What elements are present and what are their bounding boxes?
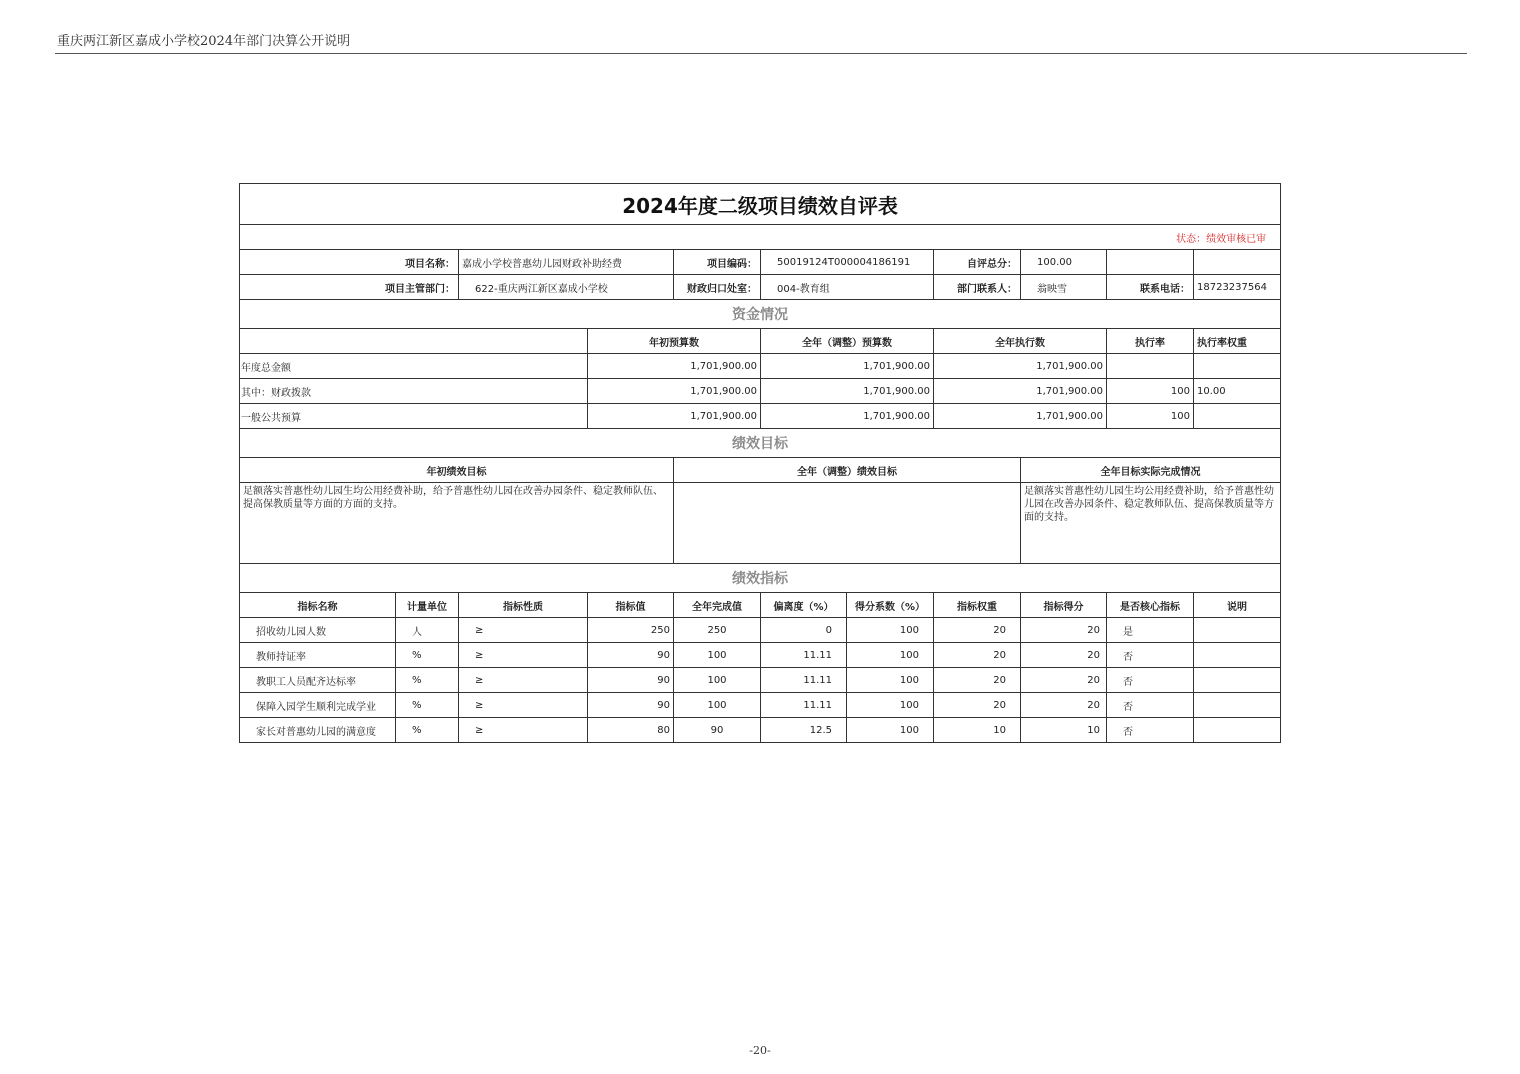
initial-goal-text: 足额落实普惠性幼儿园生均公用经费补助，给予普惠性幼儿园在改善办园条件、稳定教师队伍、提高保教质量等方面的方面的支持。 — [240, 483, 674, 564]
indicator-core: 否 — [1107, 643, 1194, 668]
finance-office-value: 004-教育组 — [761, 275, 934, 300]
funds-header: 执行率权重 — [1194, 329, 1281, 354]
indicator-note — [1194, 693, 1281, 718]
actual-goal-text: 足额落实普惠性幼儿园生均公用经费补助，给予普惠性幼儿园在改善办园条件、稳定教师队伍、提高保教质量等方面的支持。 — [1021, 483, 1281, 564]
indicator-name: 保障入园学生顺利完成学业 — [240, 693, 396, 718]
indicator-coef: 100 — [847, 718, 934, 743]
indicator-note — [1194, 668, 1281, 693]
indicator-target: 80 — [588, 718, 674, 743]
funds-header: 年初预算数 — [588, 329, 761, 354]
funds-row — [240, 354, 1281, 379]
dept-label: 项目主管部门： — [240, 275, 459, 300]
indicator-name: 家长对普惠幼儿园的满意度 — [240, 718, 396, 743]
project-name-label: 项目名称： — [240, 250, 459, 275]
page-number: -20- — [749, 1044, 771, 1057]
indicator-note — [1194, 618, 1281, 643]
indicator-nature: ≥ — [459, 618, 588, 643]
indicators-header-row — [240, 593, 1281, 618]
funds-executed: 1,701,900.00 — [934, 354, 1107, 379]
goals-content-row — [240, 483, 1281, 564]
indicator-nature: ≥ — [459, 643, 588, 668]
funds-executed: 1,701,900.00 — [934, 404, 1107, 429]
funds-row-name: 一般公共预算 — [240, 404, 588, 429]
indicator-row — [240, 718, 1281, 743]
indicator-core: 否 — [1107, 668, 1194, 693]
phone-label: 联系电话： — [1107, 275, 1194, 300]
indicator-nature: ≥ — [459, 668, 588, 693]
indicator-target: 90 — [588, 643, 674, 668]
indicator-coef: 100 — [847, 618, 934, 643]
contact-label: 部门联系人： — [934, 275, 1021, 300]
indicator-deviation: 11.11 — [761, 693, 847, 718]
indicator-score: 20 — [1021, 643, 1107, 668]
indicator-unit: % — [396, 718, 459, 743]
indicator-weight: 20 — [934, 618, 1021, 643]
funds-header: 全年（调整）预算数 — [761, 329, 934, 354]
indicator-core: 否 — [1107, 718, 1194, 743]
funds-initial: 1,701,900.00 — [588, 379, 761, 404]
indicator-header: 说明 — [1194, 593, 1281, 618]
indicator-name: 教师持证率 — [240, 643, 396, 668]
empty-cell — [1107, 250, 1194, 275]
document-header: 重庆两江新区嘉成小学校2024年部门决算公开说明 — [57, 34, 351, 49]
indicator-header: 得分系数（%） — [847, 593, 934, 618]
indicator-actual: 100 — [674, 693, 761, 718]
project-name-value: 嘉成小学校普惠幼儿园财政补助经费 — [459, 250, 674, 275]
indicator-nature: ≥ — [459, 693, 588, 718]
self-score-value: 100.00 — [1021, 250, 1107, 275]
funds-executed: 1,701,900.00 — [934, 379, 1107, 404]
indicator-nature: ≥ — [459, 718, 588, 743]
self-score-label: 自评总分： — [934, 250, 1021, 275]
indicator-name: 教职工人员配齐达标率 — [240, 668, 396, 693]
indicator-coef: 100 — [847, 693, 934, 718]
indicator-target: 90 — [588, 668, 674, 693]
funds-initial: 1,701,900.00 — [588, 354, 761, 379]
funds-adjusted: 1,701,900.00 — [761, 379, 934, 404]
goals-header: 年初绩效目标 — [240, 458, 674, 483]
indicator-deviation: 11.11 — [761, 643, 847, 668]
indicator-score: 10 — [1021, 718, 1107, 743]
finance-office-label: 财政归口处室： — [674, 275, 761, 300]
performance-evaluation-table — [239, 183, 1281, 743]
indicator-deviation: 11.11 — [761, 668, 847, 693]
indicator-header: 计量单位 — [396, 593, 459, 618]
indicator-header: 全年完成值 — [674, 593, 761, 618]
funds-header: 执行率 — [1107, 329, 1194, 354]
indicator-weight: 20 — [934, 668, 1021, 693]
indicator-actual: 100 — [674, 643, 761, 668]
funds-row — [240, 379, 1281, 404]
indicator-score: 20 — [1021, 693, 1107, 718]
funds-weight — [1194, 354, 1281, 379]
indicator-header: 指标值 — [588, 593, 674, 618]
sheet-title: 2024年度二级项目绩效自评表 — [240, 184, 1281, 225]
indicator-actual: 250 — [674, 618, 761, 643]
indicator-row — [240, 643, 1281, 668]
indicator-header: 指标性质 — [459, 593, 588, 618]
indicator-coef: 100 — [847, 643, 934, 668]
indicator-unit: % — [396, 643, 459, 668]
empty-cell — [240, 329, 588, 354]
contact-value: 翁映雪 — [1021, 275, 1107, 300]
funds-weight — [1194, 404, 1281, 429]
funds-rate: 100 — [1107, 404, 1194, 429]
funds-rate: 100 — [1107, 379, 1194, 404]
indicator-unit: % — [396, 693, 459, 718]
indicators-section-title: 绩效指标 — [240, 564, 1281, 593]
indicator-core: 否 — [1107, 693, 1194, 718]
indicator-row — [240, 618, 1281, 643]
goals-header-row — [240, 458, 1281, 483]
funds-row-name: 年度总金额 — [240, 354, 588, 379]
indicator-header: 指标得分 — [1021, 593, 1107, 618]
indicator-actual: 90 — [674, 718, 761, 743]
indicator-weight: 20 — [934, 643, 1021, 668]
header-divider — [55, 53, 1467, 54]
indicator-coef: 100 — [847, 668, 934, 693]
indicator-name: 招收幼儿园人数 — [240, 618, 396, 643]
goals-header: 全年目标实际完成情况 — [1021, 458, 1281, 483]
indicator-target: 250 — [588, 618, 674, 643]
indicator-score: 20 — [1021, 668, 1107, 693]
phone-value: 18723237564 — [1194, 275, 1281, 300]
project-code-label: 项目编码： — [674, 250, 761, 275]
project-code-value: 50019124T000004186191 — [761, 250, 934, 275]
indicator-deviation: 12.5 — [761, 718, 847, 743]
indicator-weight: 20 — [934, 693, 1021, 718]
indicator-row — [240, 693, 1281, 718]
funds-header: 全年执行数 — [934, 329, 1107, 354]
funds-initial: 1,701,900.00 — [588, 404, 761, 429]
indicator-header: 指标名称 — [240, 593, 396, 618]
funds-row — [240, 404, 1281, 429]
funds-adjusted: 1,701,900.00 — [761, 354, 934, 379]
empty-cell — [1194, 250, 1281, 275]
indicator-deviation: 0 — [761, 618, 847, 643]
funds-section-title: 资金情况 — [240, 300, 1281, 329]
indicator-core: 是 — [1107, 618, 1194, 643]
indicator-actual: 100 — [674, 668, 761, 693]
funds-rate — [1107, 354, 1194, 379]
indicator-target: 90 — [588, 693, 674, 718]
indicator-header: 指标权重 — [934, 593, 1021, 618]
indicator-unit: % — [396, 668, 459, 693]
funds-adjusted: 1,701,900.00 — [761, 404, 934, 429]
indicator-row — [240, 668, 1281, 693]
indicator-note — [1194, 643, 1281, 668]
indicator-unit: 人 — [396, 618, 459, 643]
status-text: 状态：绩效审核已审 — [240, 225, 1281, 250]
funds-row-name: 其中：财政拨款 — [240, 379, 588, 404]
indicator-score: 20 — [1021, 618, 1107, 643]
indicator-note — [1194, 718, 1281, 743]
info-row-1 — [240, 250, 1281, 275]
goals-section-title: 绩效目标 — [240, 429, 1281, 458]
indicator-header: 偏离度（%） — [761, 593, 847, 618]
funds-weight: 10.00 — [1194, 379, 1281, 404]
adjusted-goal-text — [674, 483, 1021, 564]
dept-value: 622-重庆两江新区嘉成小学校 — [459, 275, 674, 300]
indicator-weight: 10 — [934, 718, 1021, 743]
indicator-header: 是否核心指标 — [1107, 593, 1194, 618]
funds-header-row — [240, 329, 1281, 354]
info-row-2 — [240, 275, 1281, 300]
goals-header: 全年（调整）绩效目标 — [674, 458, 1021, 483]
